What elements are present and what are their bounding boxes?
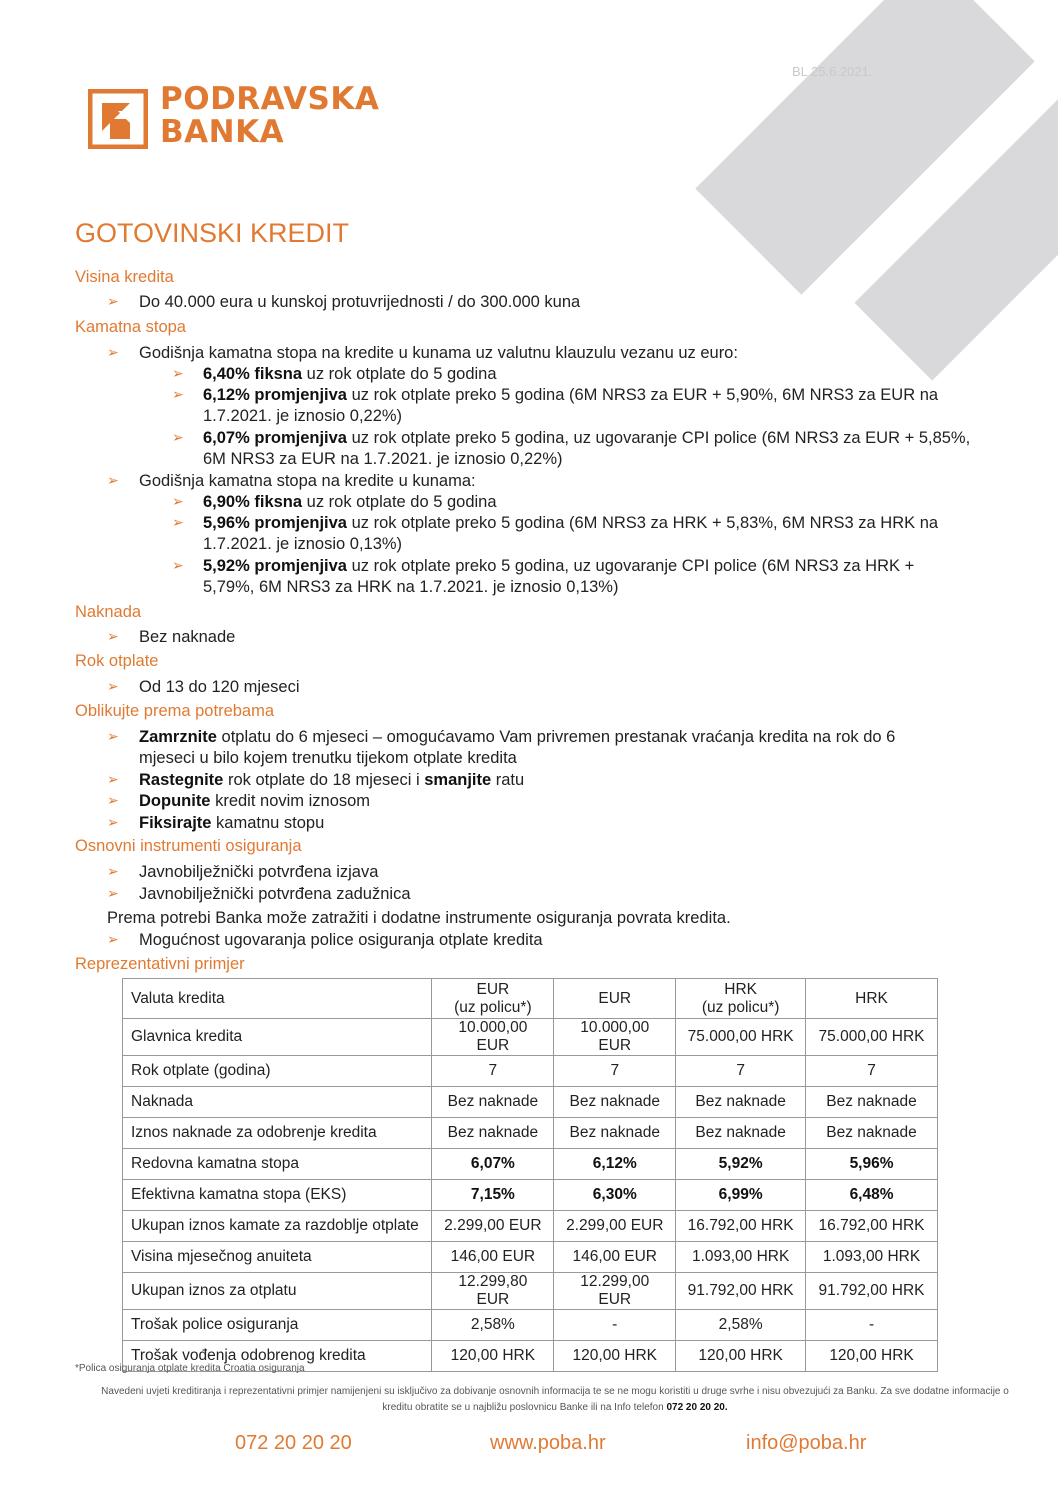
cell-value: 7 [676, 1056, 806, 1087]
oblikujte-item-4: Fiksirajte kamatnu stopu [139, 814, 325, 832]
cell-value: 7 [806, 1056, 938, 1087]
cell-value: 6,12% [554, 1149, 676, 1180]
cell-value: - [554, 1310, 676, 1341]
osnovni-item-2: Javnobilježnički potvrđena zadužnica [139, 885, 411, 903]
row-label: Trošak vođenja odobrenog kredita [123, 1341, 432, 1372]
table-row [123, 1056, 938, 1087]
cell-value: Bez naknade [806, 1087, 938, 1118]
arrow-bullet-icon: ➢ [172, 365, 184, 381]
oblikujte-item-3: Dopunite kredit novim iznosom [139, 792, 371, 810]
section-kamatna-heading: Kamatna stopa [75, 318, 186, 336]
oblikujte-item-2: Rastegnite rok otplate do 18 mjeseci i smanjite ratu [139, 771, 525, 789]
osnovni-item-3: Mogućnost ugovaranja police osiguranja otplate kredita [139, 931, 543, 949]
section-rok-heading: Rok otplate [75, 652, 159, 670]
cell-value: Bez naknade [676, 1087, 806, 1118]
arrow-bullet-icon: ➢ [172, 386, 184, 402]
arrow-bullet-icon: ➢ [107, 678, 119, 694]
cell-value: - [806, 1310, 938, 1341]
page-title: GOTOVINSKI KREDIT [75, 218, 350, 248]
cell-value: 5,92% [676, 1149, 806, 1180]
row-label: Visina mjesečnog anuiteta [123, 1242, 432, 1273]
arrow-bullet-icon: ➢ [107, 792, 119, 808]
cell-value: Bez naknade [676, 1118, 806, 1149]
row-label: Efektivna kamatna stopa (EKS) [123, 1180, 432, 1211]
cell-value: 2.299,00 EUR [554, 1211, 676, 1242]
table-row [123, 1180, 938, 1211]
kamatna-hrk-item-2: 5,96% promjenjiva uz rok otplate preko 5 godina (6M NRS3 za HRK + 5,83%, 6M NRS3 za HRK na 1.7.2021. je iznosio 0,13%) [203, 514, 939, 553]
header-eur: EUR [554, 979, 676, 1019]
bank-logo-text: PODRAVSKA BANKA [160, 81, 380, 150]
arrow-bullet-icon: ➢ [172, 429, 184, 445]
cell-value: Bez naknade [432, 1118, 554, 1149]
cell-value: 7,15% [432, 1180, 554, 1211]
cell-value: 2,58% [676, 1310, 806, 1341]
arrow-bullet-icon: ➢ [107, 472, 119, 488]
header-hrk-policy: HRK (uz policu*) [676, 979, 806, 1019]
cell-value: 10.000,00 EUR [432, 1019, 554, 1056]
section-naknada-heading: Naknada [75, 603, 142, 621]
table-row [123, 1118, 938, 1149]
cell-value: 6,99% [676, 1180, 806, 1211]
cell-value: 2.299,00 EUR [432, 1211, 554, 1242]
disclaimer: Navedeni uvjeti kreditiranja i reprezentativni primjer namijenjeni su isključivo za dobivanje osnovnih informacija te se ne mogu koristiti u druge svrhe i nisu obvezujući za Banku. Za sve dodatne informacije o kreditu obratite se u najbližu poslovnicu Banke ili na Info telefon 072 20 20 20. [101, 1386, 1009, 1413]
row-label: Redovna kamatna stopa [123, 1149, 432, 1180]
header-eur-policy: EUR (uz policu*) [432, 979, 554, 1019]
table-row [123, 1242, 938, 1273]
row-label: Iznos naknade za odobrenje kredita [123, 1118, 432, 1149]
row-label: Rok otplate (godina) [123, 1056, 432, 1087]
cell-value: 1.093,00 HRK [806, 1242, 938, 1273]
arrow-bullet-icon: ➢ [107, 628, 119, 644]
oblikujte-item-1: Zamrznite otplatu do 6 mjeseci – omogućavamo Vam privremen prestanak vraćanja kredita na rok do 6 mjeseci u bilo kojem trenutku tijekom otplate kredita [139, 728, 896, 767]
osnovni-item-1: Javnobilježnički potvrđena izjava [139, 863, 379, 881]
section-primjer-heading: Reprezentativni primjer [75, 955, 245, 973]
document-date: BL 25.6.2021. [792, 64, 873, 79]
naknada-item: Bez naknade [139, 628, 236, 646]
arrow-bullet-icon: ➢ [107, 931, 119, 947]
cell-value: 120,00 HRK [806, 1341, 938, 1372]
policy-note: *Polica osiguranja otplate kredita Croatia osiguranja [75, 1363, 305, 1374]
cell-value: 2,58% [432, 1310, 554, 1341]
table-header-row [123, 979, 938, 1019]
section-osnovni-heading: Osnovni instrumenti osiguranja [75, 837, 302, 855]
cell-value: 5,96% [806, 1149, 938, 1180]
cell-value: 120,00 HRK [554, 1341, 676, 1372]
kamatna-hrk-item-3: 5,92% promjenjiva uz rok otplate preko 5 godina, uz ugovaranje CPI police (6M NRS3 za HRK + 5,79%, 6M NRS3 za HRK na 1.7.2021. je iznosio 0,13%) [203, 557, 915, 596]
arrow-bullet-icon: ➢ [107, 344, 119, 360]
contact-phone[interactable]: 072 20 20 20 [235, 1432, 352, 1454]
cell-value: 16.792,00 HRK [806, 1211, 938, 1242]
kamatna-eur-item-3: 6,07% promjenjiva uz rok otplate preko 5 godina, uz ugovaranje CPI police (6M NRS3 za EUR + 5,85%, 6M NRS3 za EUR na 1.7.2021. je iznosio 0,22%) [203, 429, 971, 468]
kamatna-eur-item-2: 6,12% promjenjiva uz rok otplate preko 5 godina (6M NRS3 za EUR + 5,90%, 6M NRS3 za EUR na 1.7.2021. je iznosio 0,22%) [203, 386, 939, 425]
table-row [123, 1273, 938, 1310]
cell-value: 91.792,00 HRK [676, 1273, 806, 1310]
cell-value: Bez naknade [554, 1118, 676, 1149]
arrow-bullet-icon: ➢ [107, 728, 119, 744]
section-visina-heading: Visina kredita [75, 268, 174, 286]
table-row [123, 1211, 938, 1242]
row-label: Glavnica kredita [123, 1019, 432, 1056]
cell-value: 7 [554, 1056, 676, 1087]
cell-value: 12.299,80 EUR [432, 1273, 554, 1310]
cell-value: 6,48% [806, 1180, 938, 1211]
arrow-bullet-icon: ➢ [172, 514, 184, 530]
header-hrk: HRK [806, 979, 938, 1019]
kamatna-eur-intro: Godišnja kamatna stopa na kredite u kunama uz valutnu klauzulu vezanu uz euro: [139, 344, 738, 362]
osnovni-note: Prema potrebi Banka može zatražiti i dodatne instrumente osiguranja povrata kredita. [107, 909, 731, 927]
row-label: Ukupan iznos za otplatu [123, 1273, 432, 1310]
representative-example-table [122, 978, 938, 1372]
cell-value: 6,07% [432, 1149, 554, 1180]
arrow-bullet-icon: ➢ [107, 885, 119, 901]
kamatna-hrk-item-1: 6,90% fiksna uz rok otplate do 5 godina [203, 493, 497, 511]
cell-value: 7 [432, 1056, 554, 1087]
row-label: Trošak police osiguranja [123, 1310, 432, 1341]
contact-website-link[interactable]: www.poba.hr [490, 1432, 606, 1454]
kamatna-hrk-intro: Godišnja kamatna stopa na kredite u kunama: [139, 472, 476, 490]
table-row [123, 1149, 938, 1180]
cell-value: 10.000,00 EUR [554, 1019, 676, 1056]
cell-value: 16.792,00 HRK [676, 1211, 806, 1242]
arrow-bullet-icon: ➢ [107, 863, 119, 879]
section-oblikujte-heading: Oblikujte prema potrebama [75, 702, 275, 720]
arrow-bullet-icon: ➢ [107, 814, 119, 830]
cell-value: 12.299,00 EUR [554, 1273, 676, 1310]
cell-value: 75.000,00 HRK [806, 1019, 938, 1056]
cell-value: 75.000,00 HRK [676, 1019, 806, 1056]
cell-value: 1.093,00 HRK [676, 1242, 806, 1273]
cell-value: 6,30% [554, 1180, 676, 1211]
arrow-bullet-icon: ➢ [107, 771, 119, 787]
cell-value: Bez naknade [432, 1087, 554, 1118]
table-row [123, 1310, 938, 1341]
table-row [123, 1019, 938, 1056]
cell-value: 146,00 EUR [432, 1242, 554, 1273]
rok-item: Od 13 do 120 mjeseci [139, 678, 300, 696]
row-label: Naknada [123, 1087, 432, 1118]
cell-value: 146,00 EUR [554, 1242, 676, 1273]
arrow-bullet-icon: ➢ [172, 493, 184, 509]
kamatna-eur-item-1: 6,40% fiksna uz rok otplate do 5 godina [203, 365, 497, 383]
cell-value: Bez naknade [806, 1118, 938, 1149]
visina-item: Do 40.000 eura u kunskoj protuvrijednosti / do 300.000 kuna [139, 293, 581, 311]
table-row [123, 1087, 938, 1118]
bank-logo-icon [88, 89, 148, 149]
cell-value: 91.792,00 HRK [806, 1273, 938, 1310]
cell-value: Bez naknade [554, 1087, 676, 1118]
row-label: Ukupan iznos kamate za razdoblje otplate [123, 1211, 432, 1242]
arrow-bullet-icon: ➢ [107, 293, 119, 309]
contact-email-link[interactable]: info@poba.hr [746, 1432, 867, 1454]
header-valuta: Valuta kredita [123, 979, 432, 1019]
cell-value: 120,00 HRK [676, 1341, 806, 1372]
cell-value: 120,00 HRK [432, 1341, 554, 1372]
arrow-bullet-icon: ➢ [172, 557, 184, 573]
